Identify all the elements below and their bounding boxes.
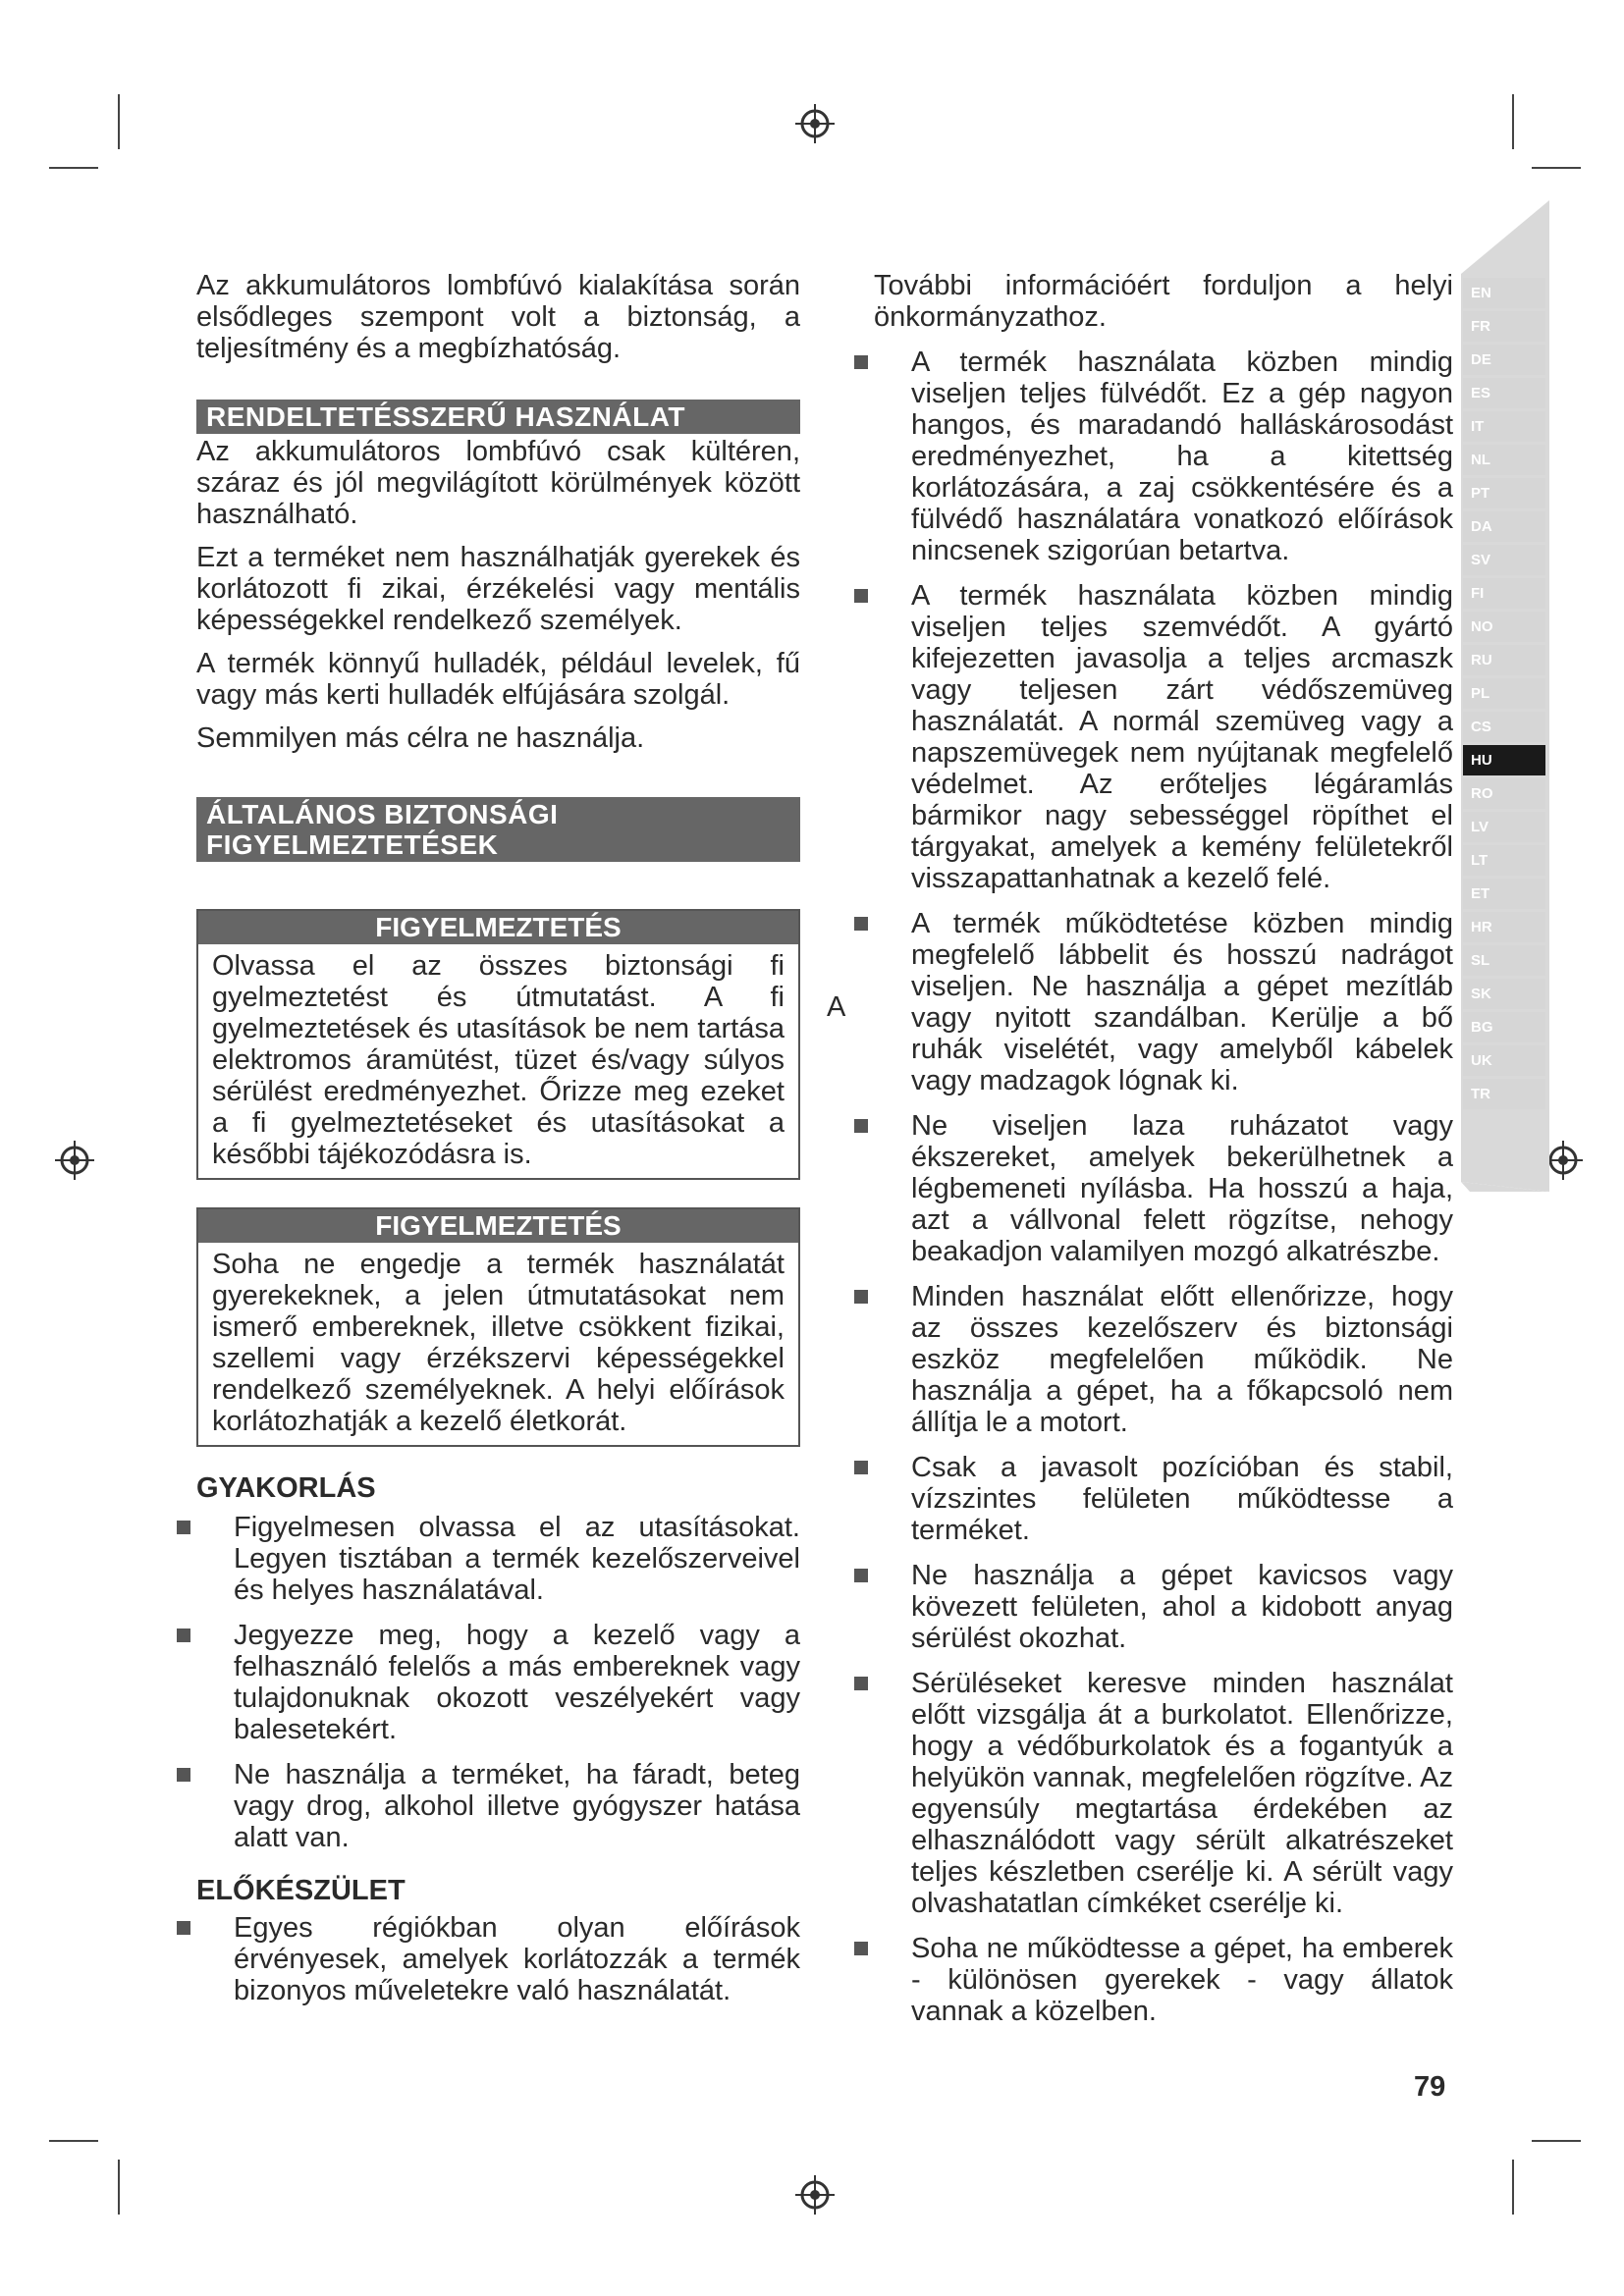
list-item-text: Sérüléseket keresve minden használat előtt vizsgálja át a burkolatot. Ellenőrizze, hogy a védőburkolatok és a fogantyúk a helyükön vannak, megfelelően rögzítve. Az egyensúly megtartása érdekében az elhasználódott vagy sérült alkatrészeket teljes készletben cserélje ki. A sérült vagy olvashatatlan címkéket cserélje ki. [911,1668,1453,1919]
warning-text: Soha ne engedje a termék használatát gyerekeknek, a jelen útmutatásokat nem ismerő embereknek, illetve csökkent fizikai, szellemi vagy érzékszervi képességekkel rendelkező személyeknek. A helyi előírások korlátozhatják a kezelő életkorát. [212,1249,785,1437]
crop-mark [1532,167,1581,169]
paragraph: Semmilyen más célra ne használja. [196,722,645,754]
section-heading-general-safety [196,797,800,862]
warning-box [196,1207,800,1447]
intro-paragraph: További információért forduljon a helyi önkormányzathoz. [874,270,1453,333]
list-item-text: Ne viseljen laza ruházatot vagy ékszereket, amelyek bekerülhetnek a légbemeneti nyílásba. Ha hosszú a haja, azt a vállvonal felett rögzítse, nehogy beakadjon valamilyen mozgó alkatrészbe. [911,1110,1453,1267]
language-tab-de[interactable]: DE [1463,345,1545,375]
list-item-text: Minden használat előtt ellenőrizze, hogy az összes kezelőszerv és biztonsági eszköz megfelelően működik. Ne használja a gépet, ha a főkapcsoló nem állítja le a motort. [911,1281,1453,1438]
list-item [874,580,1453,894]
section-heading-line: FIGYELMEZTETÉSEK [206,829,499,860]
bullet-icon [854,1461,868,1474]
bullet-icon [854,1290,868,1304]
language-tab-fr[interactable]: FR [1463,311,1545,342]
warning-text: Olvassa el az összes biztonsági fi gyelmeztetést és útmutatást. A fi gyelmeztetések és utasítások be nem tartása elektromos áramütést, tüzet és/vagy súlyos sérülést eredményezhet. Őrizze meg ezeket a fi gyelmeztetéseket és utasításokat a későbbi tájékozódásra is. [212,950,785,1170]
language-tab-no[interactable]: NO [1463,612,1545,642]
list-item-text: Csak a javasolt pozícióban és stabil, vízszintes felületen működtesse a terméket. [911,1452,1453,1546]
warning-title: FIGYELMEZTETÉS [198,1209,798,1243]
page-number: 79 [1414,2071,1446,2103]
language-tab-fi[interactable]: FI [1463,578,1545,609]
language-tab-lv[interactable]: LV [1463,812,1545,842]
list-item [196,1759,800,1853]
language-tab-en[interactable]: EN [1463,278,1545,308]
crop-mark [49,2140,98,2142]
crop-mark [1512,94,1514,149]
language-tab-lt[interactable]: LT [1463,845,1545,876]
intro-paragraph: Az akkumulátoros lombfúvó kialakítása során elsődleges szempont volt a biztonság, a teljesítmény és a megbízhatóság. [196,270,800,364]
bullet-icon [177,1768,190,1782]
list-item [874,908,1453,1096]
language-tab-nl[interactable]: NL [1463,445,1545,475]
bullet-icon [854,1569,868,1582]
list-item [196,1620,800,1745]
warning-box [196,909,800,1180]
bullet-icon [854,1119,868,1133]
list-item [874,1110,1453,1267]
list-item [874,1452,1453,1546]
paragraph: A termék könnyű hulladék, például levelek, fű vagy más kerti hulladék elfújására szolgál. [196,648,800,711]
registration-mark-icon [793,2173,837,2216]
list-item [874,1281,1453,1438]
language-tab-es[interactable]: ES [1463,378,1545,408]
bullet-icon [177,1521,190,1534]
list-item-text: Soha ne működtesse a gépet, ha emberek - különösen gyerekek - vagy állatok vannak a közelben. [911,1933,1453,2027]
language-tab-sl[interactable]: SL [1463,945,1545,976]
preparation-list [196,1912,800,2006]
list-item-text: A termék használata közben mindig viseljen teljes fülvédőt. Ez a gép nagyon hangos, és maradandó halláskárosodást eredményezhet, ha a kitettség korlátozására, a zaj csökkentésére és a fülvédő használatára vonatkozó előírások nincsenek szigorúan betartva. [911,347,1453,566]
language-tab-tr[interactable]: TR [1463,1079,1545,1109]
registration-mark-icon [793,102,837,145]
list-item-text: Ne használja a gépet kavicsos vagy kövezett felületen, ahol a kidobott anyag sérülést okozhat. [911,1560,1453,1654]
language-tab-ro[interactable]: RO [1463,778,1545,809]
crop-mark [118,94,120,149]
list-item [874,1668,1453,1919]
list-item [874,1933,1453,2027]
list-item [874,1560,1453,1654]
bullet-icon [854,1677,868,1690]
right-column [874,270,1453,2027]
bullet-icon [177,1629,190,1642]
list-item-text: Ne használja a terméket, ha fáradt, beteg vagy drog, alkohol illetve gyógyszer hatása alatt van. [234,1759,800,1853]
practice-heading: GYAKORLÁS [196,1472,376,1504]
crop-mark [49,167,98,169]
language-tab-uk[interactable]: UK [1463,1045,1545,1076]
preparation-heading: ELŐKÉSZÜLET [196,1875,406,1906]
stray-letter: A [827,991,846,1023]
list-item-text: Egyes régiókban olyan előírások érvényesek, amelyek korlátozzák a termék bizonyos műveletekre való használatát. [234,1912,800,2006]
list-item [874,347,1453,566]
language-tab-pl[interactable]: PL [1463,678,1545,709]
bullet-icon [854,1942,868,1955]
language-tab-hr[interactable]: HR [1463,912,1545,942]
crop-mark [1512,2160,1514,2215]
warning-title: FIGYELMEZTETÉS [198,911,798,944]
language-tab-da[interactable]: DA [1463,511,1545,542]
list-item [196,1512,800,1606]
language-tab-ru[interactable]: RU [1463,645,1545,675]
registration-mark-icon [53,1139,96,1182]
list-item-text: Jegyezze meg, hogy a kezelő vagy a felhasználó felelős a más embereknek vagy tulajdonuknak okozott veszélyekért vagy balesetekért. [234,1620,800,1745]
language-tab-sk[interactable]: SK [1463,979,1545,1009]
crop-mark [118,2160,120,2215]
bullet-icon [854,589,868,603]
language-tab-hu[interactable]: HU [1463,745,1545,775]
list-item-text: Figyelmesen olvassa el az utasításokat. Legyen tisztában a termék kezelőszerveivel és helyes használatával. [234,1512,800,1606]
bullet-icon [854,355,868,369]
list-item-text: A termék használata közben mindig viseljen teljes szemvédőt. A gyártó kifejezetten javasolja a teljes arcmaszk vagy teljesen zárt védőszemüveg használatát. A normál szemüveg vagy a napszemüvegek nem nyújtanak megfelelő védelmet. Az erőteljes légáramlás bármikor nagy sebességgel röpíthet el tárgyakat, amelyek a kemény felületekről visszapattanhatnak a kezelő felé. [911,580,1453,894]
bullet-icon [854,917,868,931]
language-tab-cs[interactable]: CS [1463,712,1545,742]
list-item [196,1912,800,2006]
language-tab-it[interactable]: IT [1463,411,1545,442]
language-tab-pt[interactable]: PT [1463,478,1545,508]
section-heading-line: ÁLTALÁNOS BIZTONSÁGI [206,799,559,829]
language-tab-sv[interactable]: SV [1463,545,1545,575]
practice-list [196,1512,800,1853]
language-tabs [1463,278,1545,1112]
paragraph: Az akkumulátoros lombfúvó csak kültéren, száraz és jól megvilágított körülmények között használható. [196,436,800,530]
left-column [196,270,800,2006]
list-item-text: A termék működtetése közben mindig megfelelő lábbelit és hosszú nadrágot viseljen. Ne használja a gépet mezítláb vagy nyitott szandálban. Kerülje a bő ruhák viselétét, vagy amelyből kábelek vagy madzagok lógnak ki. [911,908,1453,1096]
language-tab-et[interactable]: ET [1463,879,1545,909]
language-tab-bg[interactable]: BG [1463,1012,1545,1042]
section-heading-intended-use: RENDELTETÉSSZERŰ HASZNÁLAT [196,400,800,434]
crop-mark [1532,2140,1581,2142]
safety-list [874,347,1453,2027]
bullet-icon [177,1921,190,1935]
paragraph: Ezt a terméket nem használhatják gyerekek és korlátozott fi zikai, érzékelési vagy mentális képességekkel rendelkező személyek. [196,542,800,636]
